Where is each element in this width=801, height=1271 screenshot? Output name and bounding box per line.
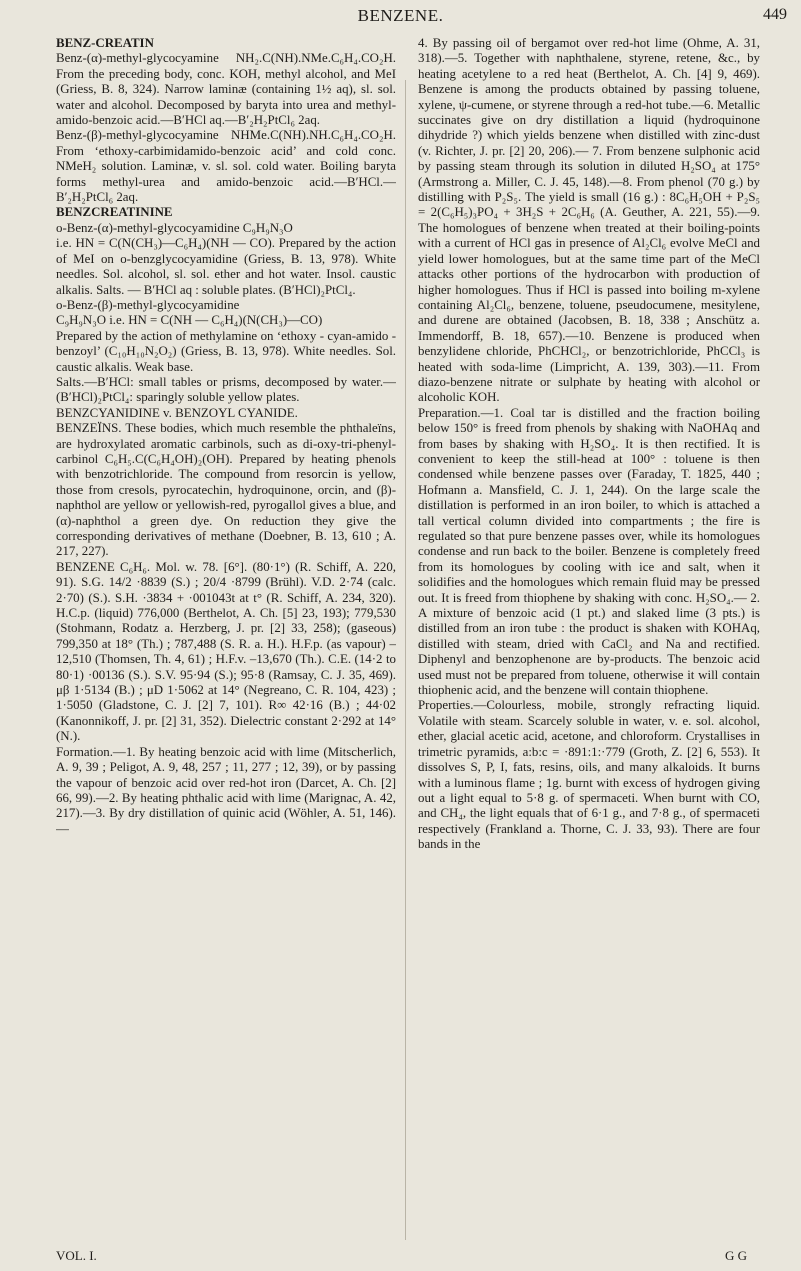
running-head: [0, 6, 801, 34]
paragraph: Benz-(β)-methyl-glycocyamine NHMe.C(NH).NH.C₆H₄.CO₂H. From ‘ethoxy-carbimidamido-benzoic acid’ and cold conc. NMeH₂ solution. Laminæ, v. sl. sol. cold water. Boiling baryta forms methyl-urea and amido-benzoic acid.—B′HCl.—B′₂H₂PtCl₆ 2aq.: [56, 128, 396, 205]
paragraph: Benz-(α)-methyl-glycocyamine NH₂.C(NH).NMe.C₆H₄.CO₂H. From the preceding body, conc. KOH, methyl alcohol, and MeI (Griess, B. 8, 324). Narrow laminæ (containing 1½ aq), sl. sol. water and alcohol. Decomposed by baryta into urea and methyl-amido-benzoic acid.—B′HCl aq.—B′₂H₂PtCl₆ 2aq.: [56, 51, 396, 128]
entry-heading: BENZCREATININE: [56, 205, 173, 220]
paragraph: Formation.—1. By heating benzoic acid with lime (Mitscherlich, A. 9, 39 ; Peligot, A. 9, 48, 257 ; 11, 277 ; 12, 39), or by passing the vapour of benzoic acid over red-hot iron (Darcet, A. Ch. [2] 66, 99).—2. By heating phthalic acid with lime (Marignac, A. 42, 217).—3. By dry distillation of quinic acid (Wöhler, A. 51, 146).—: [56, 744, 396, 836]
volume-footer: VOL. I.: [56, 1248, 97, 1263]
paragraph: Preparation.—1. Coal tar is distilled and the fraction boiling below 150° is freed from phenols by shaking with NaOHAq and from bases by shaking with H₂SO₄. It is then rectified. It is convenient to keep the still-head at 100° : toluene is then condensed while benzene passes over (Faraday, T. 1825, 440 ; Hofmann a. Mansfield, C. J. 1, 244). On the large scale the distillation is performed in an iron boiler, to which is attached a tall vertical column divided into compartments ; the fire is regulated so that pure benzene passes over, while its homologues condense and run back to the boiler. Benzene is completely freed from its homologues by cooling with ice and salt, when it solidifies and the homologues which remain fluid may be pressed out. It is freed from thiophene by shaking with conc. H₂SO₄.— 2. A mixture of benzoic acid (1 pt.) and slaked lime (3 pts.) is distilled from an iron tube : the product is shaken with KOHAq, distilled with steam, dried with CaCl₂ and Na and rectified. Diphenyl and benzophenone are by-products. The benzoic acid used must not be prepared from toluene, otherwise it will contain thiophenic acid, and the benzene will contain thiophene.: [418, 405, 760, 698]
paragraph: o-Benz-(α)-methyl-glycocyamidine C₉H₉N₃O: [56, 220, 293, 235]
structural-formula: C₉H₉N₃O i.e. HN = C(NH — C₆H₄)(N(CH₃)—CO): [56, 313, 323, 328]
cross-reference: BENZCYANIDINE v. BENZOYL CYANIDE.: [56, 405, 298, 420]
paragraph: Properties.—Colourless, mobile, strongly refracting liquid. Volatile with steam. Scarcely soluble in water, v. e. sol. alcohol, ether, glacial acetic acid, acetone, and chloroform. Crystallises in trimetric pyramids, a:b:c = ·891:1:·779 (Groth, Z. [2] 6, 553). It dissolves S, P, I, fats, resins, oils, and many alkaloids. It burns with a luminous flame ; 1g. burnt with excess of hydrogen giving out a light equal to 5·8 g. of spermaceti. When burnt with CO, and CH₄, the light equals that of 6·1 g., and 7·8 g., of spermaceti respectively (Frankland a. Thorne, C. J. 33, 93). There are four bands in the: [418, 698, 760, 852]
paragraph: 4. By passing oil of bergamot over red-hot lime (Ohme, A. 31, 318).—5. Together with naphthalene, styrene, retene, &c., by heating acetylene to a red heat (Berthelot, A. Ch. [4] 9, 469). Benzene is among the products obtained by passing toluene, xylene, ψ-cumene, or styrene through a red-hot tube.—6. Metallic succinates give on dry distillation a liquid (hydroquinone dihydride ?) which yields benzene when distilled with zinc-dust (v. Richter, J. pr. [2] 20, 206).— 7. From benzene sulphonic acid by passing steam through its solution in diluted H₂SO₄ at 175° (Armstrong a. Miller, C. J. 45, 148).—8. From phenol (70 g.) by distilling with P₂S₅. The yield is small (16 g.) : 8C₆H₅OH + P₂S₅ = 2(C₆H₅)₃PO₄ + 3H₂S + 2C₆H₆ (A. Geuther, A. 221, 55).—9. The homologues of benzene when treated at their boiling-points with a current of HCl gas in presence of Al₂Cl₆ evolve MeCl and yield lower homologues, but at the same time part of the MeCl attacks other portions of the hydrocarbon with production of higher homologues. Thus if HCl is passed into boiling m-xylene containing Al₂Cl₆, benzene, toluene, pseudocumene, mesitylene, and durene are obtained (Jacobsen, B. 18, 338 ; Anschütz a. Immendorff, B. 18, 657).—10. Benzene is produced when benzylidene chloride, PhCHCl₂, or benzotrichloride, PhCCl₃ is heated with soda-lime (Limpricht, A. 139, 303).—11. From diazo-benzene nitrate or sulphate by heating with alcohol or alcoholic KOH.: [418, 36, 760, 405]
paragraph: o-Benz-(β)-methyl-glycocyamidine: [56, 297, 240, 312]
paragraph: Prepared by the action of methylamine on ‘ethoxy - cyan-amido - benzoyl’ (C₁₀H₁₀N₂O₂) (Griess, B. 13, 978). White needles. Sol. caustic alkalis. Weak base.: [56, 328, 396, 374]
signature-mark: G G: [725, 1248, 748, 1263]
paragraph: Salts.—B′HCl: small tables or prisms, decomposed by water.—(B′HCl)₂PtCl₄: sparingly soluble yellow plates.: [56, 374, 396, 405]
running-title: BENZENE.: [357, 6, 444, 25]
structural-formula: i.e. HN = C(N(CH₃)—C₆H₄)(NH — CO). Prepared by the action of MeI on o-benzglycocyamidine (Griess, B. 13, 978). White needles. Sol. alcohol, sl. sol. ether and hot water. Insol. caustic alkalis. Salts. — B′HCl aq : soluble plates. (B′HCl)₂PtCl₄.: [56, 236, 396, 297]
column-divider: [405, 80, 406, 1240]
paragraph: BENZENE C₆H₆. Mol. w. 78. [6°]. (80·1°) (R. Schiff, A. 220, 91). S.G. 14/2 ·8839 (S.) ; 20/4 ·8799 (Brühl). V.D. 2·74 (calc. 2·70) (S.). S.H. ·3834 + ·001043t at t° (R. Schiff, A. 234, 320). H.C.p. (liquid) 776,000 (Berthelot, A. Ch. [5] 23, 193); 779,530 (Stohmann, Rodatz a. Herzberg, J. pr. [2] 33, 258); (gaseous) 799,350 at 18° (Th.) ; 787,488 (S. R. a. H.). H.F.p. (as vapour) –12,510 (Thomsen, Th. 4, 61) ; H.F.v. –13,670 (Th.). C.E. (14·2 to 80·1) ·00136 (S.). S.V. 95·94 (S.); 95·8 (Ramsay, C. J. 35, 469). μβ 1·5134 (B.) ; μD 1·5062 at 14° (Negreano, C. R. 104, 423) ; 1·5050 (Gladstone, C. J. [2] 7, 101). R∞ 42·16 (B.) ; 44·02 (Kanonnikoff, J. pr. [2] 31, 352). Dielectric constant 2·292 at 14° (N.).: [56, 559, 396, 744]
section-heading: BENZ-CREATIN: [56, 36, 154, 50]
right-column: [418, 36, 760, 1258]
paragraph: BENZEÏNS. These bodies, which much resemble the phthaleïns, are hydroxylated aromatic carbinols, such as di-oxy-tri-phenyl-carbinol C₆H₅.C(C₆H₄OH)₂(OH). Prepared by heating phenols with benzotrichloride. The compound from resorcin is yellow, those from cresols, pyrocatechin, hydroquinone, orcin, and (β)-naphthol are yellow or yellowish-red, pyrogallol gives a blue, and (α)-naphthol a green dye. On reduction they give the corresponding derivatives of methane (Doebner, B. 13, 610 ; A. 217, 227).: [56, 421, 396, 559]
page-number: 449: [763, 6, 787, 23]
left-column: [56, 36, 396, 1258]
